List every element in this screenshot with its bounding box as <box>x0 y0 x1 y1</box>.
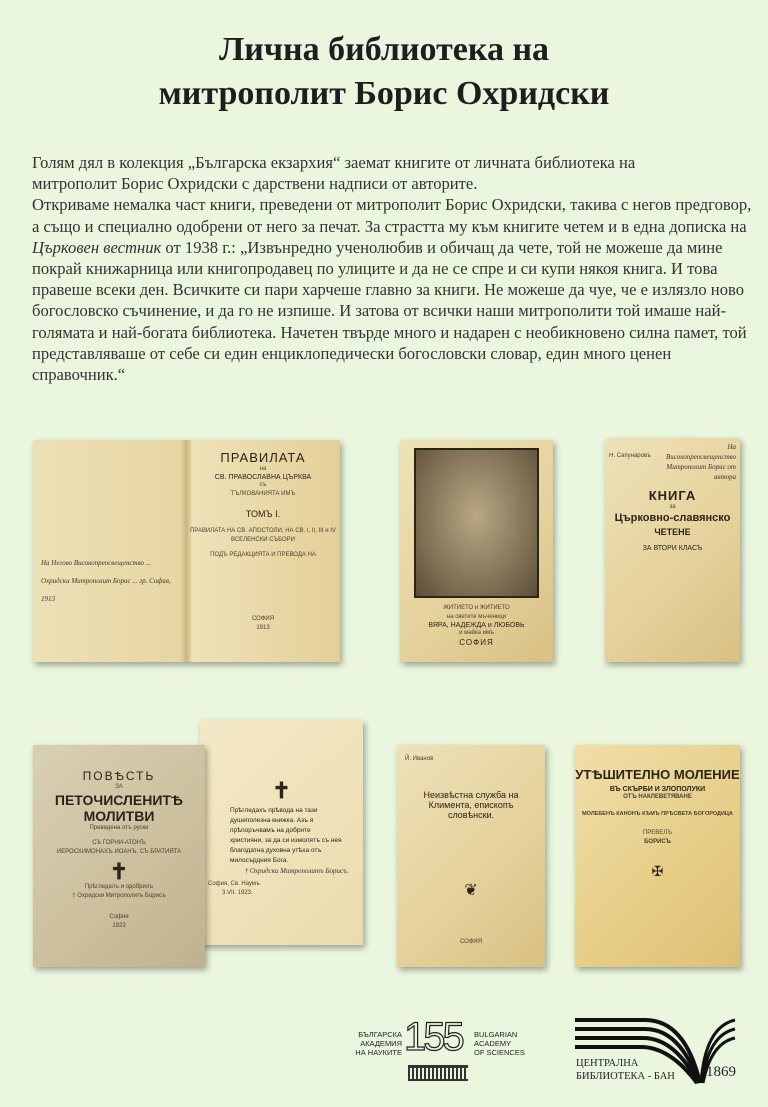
book-line: ЗА ВТОРИ КЛАСЪ <box>642 545 703 552</box>
bas-bg-line: БЪЛГАРСКА <box>358 1030 402 1039</box>
book-vyara-nadezhda-lyubov <box>400 440 553 662</box>
dedication-inscription: На Високопреосвещенство Митрополит Борис от автора <box>666 443 737 481</box>
newspaper-title: Църковен вестник <box>32 237 162 257</box>
book-uteshitelno-molenie <box>575 745 740 967</box>
book-author: Й. Иванов <box>405 756 434 762</box>
dedication-inscription <box>41 552 181 606</box>
intro-paragraph-2 <box>32 194 752 385</box>
book-line: за <box>669 504 676 510</box>
book-line: ПРАВИЛАТА НА СВ. АПОСТОЛИ, НА СВ. I, II, III и IV ВСЕЛЕНСКИ СЪБОРИ <box>190 528 336 543</box>
book-line: ЖИТИЕТО и ЖИТИЕТО <box>443 605 510 611</box>
book-line: на <box>259 466 267 472</box>
book-line: ИЕРОСХИМОНАХЪ ИОАНЪ, СЪ БРАТИЯТА <box>56 849 182 855</box>
book-title: КНИГА <box>648 488 697 503</box>
book-line: СЪ ГОРНИ-АТОНЪ <box>92 840 146 846</box>
book-line: ПЕТОЧИСЛЕНИТѢ МОЛИТВИ <box>54 792 184 824</box>
bas-155-emblem: 155 <box>404 1015 462 1059</box>
inscription-text: На Негово Високопреосвещенство ... Охридски Митрополит Борис ... гр. София, 1913 <box>41 559 171 603</box>
book-line: съ <box>259 482 267 488</box>
book-line: ЗА <box>115 784 123 790</box>
academy-building-icon <box>408 1065 468 1081</box>
book-title: УТѢШИТЕЛНО МОЛЕНИЕ <box>575 767 740 782</box>
library-name-line: ЦЕНТРАЛНА <box>576 1058 639 1069</box>
book-author: Н. Сапунаровъ <box>609 453 651 459</box>
saints-icon-illustration <box>414 448 539 598</box>
book-line: Църковно-славянско <box>614 512 731 524</box>
book-pravilata-open <box>33 440 340 662</box>
signature: † Охридски Митрополитъ Борисъ. <box>244 867 349 875</box>
cross-emblem-icon: ✠ <box>651 863 664 879</box>
cross-icon: ✝ <box>109 859 129 884</box>
book-line: БОРИСЪ <box>644 839 671 845</box>
book-line: на светите мъченици <box>446 614 507 620</box>
book-povest-petochislenite-molitvi <box>33 745 205 967</box>
book-approval-page <box>200 720 363 945</box>
book-title: ПОВѢСТЬ <box>82 769 156 783</box>
bas-en-line: OF SCIENCES <box>474 1048 525 1057</box>
bas-en-line: ACADEMY <box>474 1039 512 1048</box>
bas-bg-line: АКАДЕМИЯ <box>360 1039 402 1048</box>
book-city: СОФИЯ <box>459 939 483 945</box>
book-line: Преведена отъ руски <box>89 825 149 831</box>
book-city: СОФИЯ <box>459 638 494 647</box>
p2-text: Откриваме немалка част книги, преведени от митрополит Борис Охридски, такива с негов предговор, а също и специално одобрени от него за печат. За страстта му към книгите четем и в една дописка на <box>32 195 752 236</box>
book-date: 3.VII. 1923. <box>222 890 253 896</box>
book-line: МОЛЕБЕНЪ КАНОНЪ КЪМЪ ПРѢСВЕТА БОГОРОДИЦА <box>582 811 733 817</box>
book-line: ЧЕТЕНЕ <box>654 527 691 537</box>
book-city: СОФИЯ <box>251 616 275 622</box>
intro-paragraph-1: Голям дял в колекция „Българска екзархия“ заемат книгите от личната библиотека на митрополит Борис Охридски с дарствени надписи от авторите. <box>32 153 636 194</box>
book-city: София <box>109 914 129 920</box>
book-year: 1913 <box>256 625 270 631</box>
book-title: ПРАВИЛАТА <box>220 450 306 465</box>
ornament-icon: ❦ <box>464 882 478 899</box>
title-line-1: Лична библиотека на <box>218 31 550 68</box>
book-tsarkovno-slavyansko-chetene <box>605 438 740 662</box>
book-line: СВ. ПРАВОСЛАВНА ЦЪРКВА <box>214 474 312 481</box>
bas-bg-line: НА НАУКИТЕ <box>355 1048 402 1057</box>
book-year: 1923 <box>112 923 126 929</box>
library-name-line: БИБЛИОТЕКА - БАН <box>576 1071 675 1082</box>
approval-text: Прѣгледахъ прѣвода на тази душеполезна книжка. Азъ я прѣпоръчвамъ на добрите християни, за да си измолятъ съ нея благодатна духовна утѣха отъ милосърдния Бога. <box>230 807 342 864</box>
book-neizvestna-sluzhba-klimenta <box>397 745 545 967</box>
book-line: † Охридски Митрополитъ Борисъ <box>72 893 166 899</box>
page-title <box>0 28 768 116</box>
book-line: ПРЕВЕЛЪ <box>642 830 672 836</box>
book-line: ТОМЪ I. <box>245 509 281 519</box>
book-line: ВЪ СКЪРБИ И ЗЛОПОЛУКИ <box>609 786 706 793</box>
book-line: ОТЪ НАКЛЕВЕТЯВАНЕ <box>623 794 692 800</box>
book-place: София, Св. Наумъ <box>208 881 260 887</box>
book-line: Прѣгледалъ и одобрилъ <box>84 884 154 890</box>
library-founding-year: 1869 <box>706 1064 736 1080</box>
cross-icon: ✝ <box>272 778 291 803</box>
bas-en-line: BULGARIAN <box>474 1030 518 1039</box>
book-line: и майка имъ <box>459 630 494 636</box>
book-line: ПОДЪ РЕДАКЦИЯТА И ПРЕВОДА НА <box>210 552 316 558</box>
title-line-2: митрополит Борис Охридски <box>158 75 610 112</box>
intro-text <box>32 152 752 385</box>
book-line: ТЪЛКОВАНИЯТА ИМЪ <box>230 491 296 497</box>
book-title: Неизвѣстна служба на Климента, епископъ словѣнски. <box>423 790 519 820</box>
book-title: ВЯРА, НАДЕЖДА и ЛЮБОВЬ <box>428 622 525 629</box>
p2-quote: от 1938 г.: „Извънредно ученолюбив и обичащ да чете, той не можеше да мине покрай книжарница или книгопродавец по улиците и да не се спре и си купи някоя книга. И това правеше всеки ден. Всичките си пари харчеше главно за книги. Не можеше да чуе, че е излязло ново богословско съчинение, и да го не изпише. И затова от всички наши митрополити той имаше най-голямата и най-богата библиотека. Начетен твърде много и надарен с необикновено силна памет, той представляваше от себе си един енциклопедически богословски словар, един много ценен справочник.“ <box>32 237 747 385</box>
